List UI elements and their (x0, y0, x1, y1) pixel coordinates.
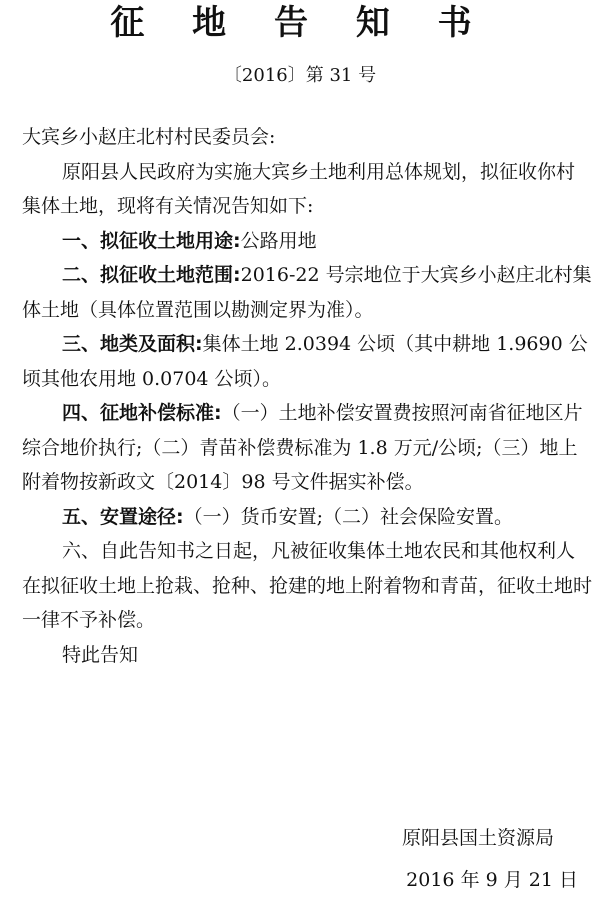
intro-paragraph: 原阳县人民政府为实施大宾乡土地利用总体规划，拟征收你村集体土地，现将有关情况告知如下: (22, 160, 576, 217)
item-4 (22, 396, 592, 500)
item-3 (22, 327, 592, 396)
issuer-signature: 原阳县国土资源局 (401, 827, 554, 849)
document-number: 〔2016〕第 31 号 (223, 65, 377, 86)
item-5 (22, 500, 592, 535)
item-2-text: 2016-22 号宗地位于大宾乡小赵庄北村集体土地（具体位置范围以勘测定界为准）。 (22, 264, 592, 321)
document-title: 征 地 告 知 书 (110, 3, 490, 43)
issue-date: 2016 年 9 月 21 日 (406, 869, 578, 891)
item-2 (22, 258, 592, 327)
closing-line: 特此告知 (62, 643, 139, 666)
item-5-heading: 五、安置途径: (62, 505, 184, 528)
document-body (22, 120, 592, 672)
item-2-heading: 二、拟征收土地范围: (62, 264, 241, 286)
item-4-text: （一）土地补偿安置费按照河南省征地区片综合地价执行;（二）青苗补偿费标准为 1.8 万元/公顷;（三）地上附着物按新政文〔2014〕98 号文件据实补偿。 (22, 402, 583, 493)
item-5-text: （一）货币安置;（二）社会保险安置。 (183, 505, 514, 528)
item-3-text: 集体土地 2.0394 公顷（其中耕地 1.9690 公顷其他农用地 0.0704 公顷）。 (22, 333, 588, 390)
item-1 (22, 224, 592, 259)
item-4-heading: 四、征地补偿标准: (62, 402, 222, 424)
item-1-text: 公路用地 (240, 229, 317, 252)
item-3-heading: 三、地类及面积: (62, 333, 203, 355)
item-6: 六、自此告知书之日起，凡被征收集体土地农民和其他权利人在拟征收土地上抢栽、抢种、抢建的地上附着物和青苗，征收土地时一律不予补偿。 (22, 540, 593, 631)
item-1-heading: 一、拟征收土地用途: (62, 229, 241, 252)
recipient-line: 大宾乡小赵庄北村村民委员会: (22, 126, 276, 148)
